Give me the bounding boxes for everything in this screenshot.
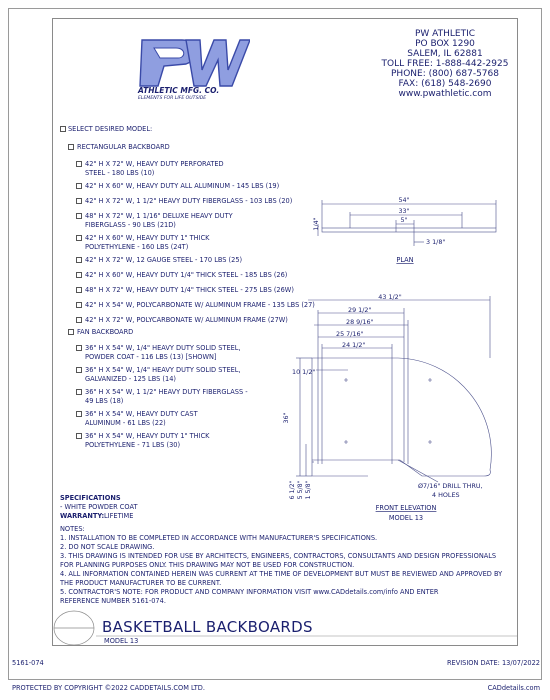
fan-item-checkbox[interactable] <box>76 345 82 351</box>
rect-item-checkbox[interactable] <box>76 302 82 308</box>
rect-item-checkbox[interactable] <box>76 183 82 189</box>
company-city: SALEM, IL 62881 <box>407 49 483 59</box>
fan-item-label: 36" H X 54" W, HEAVY DUTY 1" THICK <box>85 432 210 440</box>
fan-item-checkbox[interactable] <box>76 411 82 417</box>
rect-item-label: 42" H X 60" W, HEAVY DUTY 1" THICK <box>85 234 210 242</box>
logo-sub1: ATHLETIC MFG. CO. <box>138 86 220 95</box>
note-line: 2. DO NOT SCALE DRAWING. <box>60 543 155 551</box>
fan-item-label-line2: POWDER COAT - 116 LBS (13) [SHOWN] <box>85 353 217 361</box>
note-line: FOR PLANNING PURPOSES ONLY. THIS DRAWING MAY NOT BE USED FOR CONSTRUCTION. <box>60 561 355 569</box>
elev-dim-1-5-8: 1 5/8" <box>305 480 312 500</box>
drill-note-line2: 4 HOLES <box>432 491 460 499</box>
note-line: 4. ALL INFORMATION CONTAINED HEREIN WAS CURRENT AT THE TIME OF DEVELOPMENT BUT MUST BE REVIEWED AND APPROVED BY <box>60 570 503 578</box>
drawing-subtitle: MODEL 13 <box>104 637 139 645</box>
rect-backboard-checkbox[interactable] <box>68 144 74 150</box>
plan-dim-54: 54" <box>398 196 410 204</box>
plan-dim-33: 33" <box>398 207 410 215</box>
specs-line1: - WHITE POWDER COAT <box>60 503 138 511</box>
fan-backboard-checkbox[interactable] <box>68 329 74 335</box>
company-website: www.pwathletic.com <box>398 89 492 99</box>
select-model-label: SELECT DESIRED MODEL: <box>68 125 153 133</box>
rect-item-label: 42" H X 72" W, 1 1/2" HEAVY DUTY FIBERGLASS - 103 LBS (20) <box>85 197 293 205</box>
rect-item-label: 42" H X 72" W, 12 GAUGE STEEL - 170 LBS (25) <box>85 256 243 264</box>
elev-dim-36: 36" <box>282 412 290 424</box>
warranty-value: LIFETIME <box>104 512 134 520</box>
note-line: 1. INSTALLATION TO BE COMPLETED IN ACCORDANCE WITH MANUFACTURER'S SPECIFICATIONS. <box>60 534 378 542</box>
drawing-title: BASKETBALL BACKBOARDS <box>102 618 313 636</box>
rect-item-label: 48" H X 72" W, 1 1/16" DELUXE HEAVY DUTY <box>85 212 233 220</box>
rect-item-checkbox[interactable] <box>76 235 82 241</box>
rect-item-label-line2: FIBERGLASS - 90 LBS (21D) <box>85 221 176 229</box>
elev-dim-10-1-2: 10 1/2" <box>292 368 316 376</box>
elev-dim-25-7-16: 25 7/16" <box>336 330 364 338</box>
fan-item-checkbox[interactable] <box>76 367 82 373</box>
fan-item-label-line2: POLYETHYLENE - 71 LBS (30) <box>85 441 181 449</box>
fan-item-label: 36" H X 54" W, HEAVY DUTY CAST <box>85 410 198 418</box>
drawing-number: 5161-074 <box>12 659 44 667</box>
rect-backboard-header: RECTANGULAR BACKBOARD <box>77 143 170 151</box>
elevation-model: MODEL 13 <box>388 514 424 522</box>
fan-item-label-line2: GALVANIZED - 125 LBS (14) <box>85 375 176 383</box>
fan-item-label: 36" H X 54" W, 1/4" HEAVY DUTY SOLID STEEL, <box>85 344 241 352</box>
note-line: 3. THIS DRAWING IS INTENDED FOR USE BY ARCHITECTS, ENGINEERS, CONTRACTORS, CONSULTANTS AND DESIGN PROFESSIONALS <box>60 552 497 560</box>
company-name: PW ATHLETIC <box>414 29 476 39</box>
company-fax: FAX: (618) 548-2690 <box>398 79 492 89</box>
rect-item-label: 42" H X 72" W, POLYCARBONATE W/ ALUMINUM FRAME (27W) <box>85 316 288 324</box>
fan-item-checkbox[interactable] <box>76 389 82 395</box>
plan-drawing <box>300 188 510 268</box>
rect-item-checkbox[interactable] <box>76 317 82 323</box>
fan-item-label-line2: 49 LBS (18) <box>85 397 124 405</box>
rect-item-checkbox[interactable] <box>76 161 82 167</box>
rect-item-label: 42" H X 60" W, HEAVY DUTY 1/4" THICK STEEL - 185 LBS (26) <box>85 271 288 279</box>
notes-header: NOTES: <box>60 525 85 533</box>
company-pobox: PO BOX 1290 <box>415 39 475 49</box>
plan-dim-3-1-8: 3 1/8" <box>426 238 446 246</box>
drill-note-line1: Ø7/16" DRILL THRU, <box>418 482 483 490</box>
elev-dim-24-1-2: 24 1/2" <box>342 341 366 349</box>
rect-item-label: 48" H X 72" W, HEAVY DUTY 1/4" THICK STEEL - 275 LBS (26W) <box>85 286 294 294</box>
rect-item-label: 42" H X 60" W, HEAVY DUTY ALL ALUMINUM - 145 LBS (19) <box>85 182 280 190</box>
fan-item-label: 36" H X 54" W, 1/4" HEAVY DUTY SOLID STEEL, <box>85 366 241 374</box>
rect-item-checkbox[interactable] <box>76 272 82 278</box>
rect-item-label-line2: STEEL - 180 LBS (10) <box>85 169 155 177</box>
elevation-label: FRONT ELEVATION <box>375 504 437 512</box>
rect-item-label-line2: POLYETHYLENE - 160 LBS (24T) <box>85 243 189 251</box>
rect-item-checkbox[interactable] <box>76 198 82 204</box>
company-tollfree: TOLL FREE: 1-888-442-2925 <box>381 59 509 69</box>
elev-dim-5-5-8: 5 5/8" <box>297 480 304 500</box>
elev-dim-6-1-2: 6 1/2" <box>289 480 296 500</box>
pw-athletic-logo <box>120 30 250 100</box>
logo-sub2: ELEMENTS FOR LIFE OUTSIDE <box>138 96 207 100</box>
plan-dim-quarter: 1/4" <box>312 217 320 231</box>
fan-item-label-line2: ALUMINUM - 61 LBS (22) <box>85 419 166 427</box>
front-elevation-drawing <box>272 292 512 524</box>
specs-header: SPECIFICATIONS <box>60 494 121 502</box>
rect-item-label: 42" H X 72" W, HEAVY DUTY PERFORATED <box>85 160 224 168</box>
fan-backboard-header: FAN BACKBOARD <box>77 328 134 336</box>
plan-label: PLAN <box>396 256 414 264</box>
note-line: 5. CONTRACTOR'S NOTE: FOR PRODUCT AND COMPANY INFORMATION VISIT www.CADdetails.com/info AND ENTER <box>60 588 439 596</box>
company-phone: PHONE: (800) 687-5768 <box>391 69 499 79</box>
warranty-label: WARRANTY: <box>60 512 105 520</box>
revision-date: REVISION DATE: 13/07/2022 <box>446 659 540 667</box>
fan-item-label: 36" H X 54" W, 1 1/2" HEAVY DUTY FIBERGLASS - <box>85 388 248 396</box>
rect-item-label: 42" H X 54" W, POLYCARBONATE W/ ALUMINUM FRAME - 135 LBS (27) <box>85 301 315 309</box>
rect-item-checkbox[interactable] <box>76 213 82 219</box>
rect-item-checkbox[interactable] <box>76 257 82 263</box>
fan-item-checkbox[interactable] <box>76 433 82 439</box>
plan-dim-5: 5" <box>400 216 408 224</box>
copyright: PROTECTED BY COPYRIGHT ©2022 CADDETAILS.COM LTD. <box>12 684 205 692</box>
elev-dim-43-1-2: 43 1/2" <box>378 293 402 301</box>
elev-dim-28-9-16: 28 9/16" <box>346 318 374 326</box>
select-model-checkbox[interactable] <box>60 126 66 132</box>
elev-dim-29-1-2: 29 1/2" <box>348 306 372 314</box>
note-line: REFERENCE NUMBER 5161-074. <box>60 597 166 605</box>
caddetails-link[interactable]: CADdetails.com <box>487 684 540 692</box>
note-line: THE PRODUCT MANUFACTURER TO BE CURRENT. <box>60 579 222 587</box>
rect-item-checkbox[interactable] <box>76 287 82 293</box>
